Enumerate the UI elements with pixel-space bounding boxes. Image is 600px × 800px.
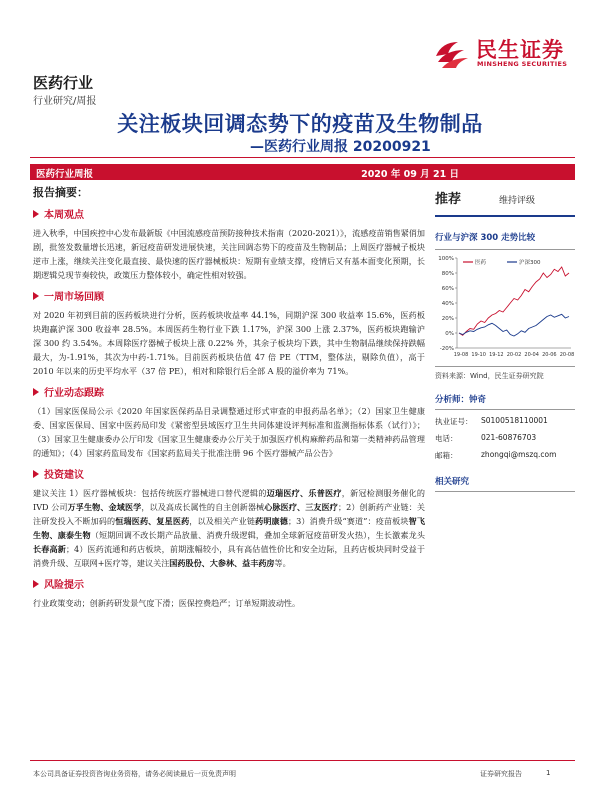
paragraph-text: （短期回调不改长期产品放量、消费升级逻辑，叠加全球新冠疫苗研发火热），生长激素龙头 <box>90 530 425 540</box>
section-paragraph <box>33 308 425 378</box>
x-tick-label: 20-04 <box>524 352 539 358</box>
series-line <box>459 314 569 336</box>
title-divider <box>30 157 575 158</box>
stock-name: 国药股份、大参林、益丰药房 <box>169 558 275 568</box>
report-type: 行业研究/周报 <box>33 96 97 107</box>
series-line <box>459 267 569 335</box>
triangle-bullet-icon <box>33 580 39 588</box>
license-value: S0100518110001 <box>481 416 548 425</box>
section-heading-text: 本周观点 <box>44 210 84 221</box>
x-tick-label: 19-10 <box>471 352 486 358</box>
chart-source: 资料来源：Wind，民生证券研究院 <box>435 372 544 380</box>
x-tick-label: 19-08 <box>453 352 469 358</box>
section-heading <box>33 206 425 221</box>
analyst-label: 分析师：钟奇 <box>435 395 487 405</box>
related-research-label: 相关研究 <box>435 477 470 487</box>
paragraph-text: ，新冠检测服务催化的 IVD 公司 <box>33 488 425 512</box>
footer-divider <box>30 760 575 761</box>
page-number: 1 <box>546 769 551 777</box>
banner-report-name: 医药行业周报 <box>36 169 94 180</box>
paragraph-text: ，以及高成长属性的自主创新器械 <box>141 502 265 512</box>
contact-row <box>435 433 575 444</box>
y-tick-label: 0% <box>445 331 454 337</box>
trend-chart <box>435 250 575 362</box>
sidebar <box>435 188 575 492</box>
sidebar-divider <box>435 215 575 217</box>
contact-key: 电话： <box>435 434 458 443</box>
footer-report-type: 证券研究报告 <box>480 770 522 778</box>
rating-label: 维持评级 <box>499 196 536 206</box>
summary-column <box>33 200 425 614</box>
industry-label: 医药行业 <box>33 74 94 92</box>
triangle-bullet-icon <box>33 388 39 396</box>
paragraph-text: ；3）消费升级“赛道”：疫苗板块 <box>288 516 409 526</box>
recommendation <box>435 188 575 207</box>
section-paragraph <box>33 226 425 282</box>
phone-value: 021-60876703 <box>481 433 537 442</box>
y-tick-label: 80% <box>441 271 454 277</box>
section-heading <box>33 384 425 399</box>
summary-label: 报告摘要： <box>33 186 88 199</box>
x-tick-label: 20-08 <box>559 352 575 358</box>
section-heading <box>33 288 425 303</box>
section-heading-text: 一周市场回顾 <box>44 292 104 303</box>
legend-label: 沪深300 <box>519 260 541 266</box>
chart-title: 行业与沪深 300 走势比较 <box>435 233 536 243</box>
triangle-bullet-icon <box>33 210 39 218</box>
analyst-divider <box>435 409 575 410</box>
contact-key: 执业证号： <box>435 417 473 426</box>
brand-name-en: MINSHENG SECURITIES <box>477 60 568 68</box>
y-tick-label: 20% <box>441 316 454 322</box>
x-tick-label: 19-12 <box>489 352 504 358</box>
paragraph-text: ，以及相关产业链 <box>189 516 256 526</box>
triangle-bullet-icon <box>33 470 39 478</box>
section-heading-text: 行业动态跟踪 <box>44 388 104 399</box>
y-tick-label: -20% <box>439 346 454 352</box>
paragraph-text: 等。 <box>274 558 291 568</box>
page-title: 关注板块回调态势下的疫苗及生物制品 <box>117 112 483 136</box>
stock-name: 心脉医疗、三友医疗 <box>264 502 338 512</box>
x-tick-label: 20-06 <box>542 352 557 358</box>
y-tick-label: 40% <box>441 301 454 307</box>
recommend-label: 推荐 <box>435 192 462 207</box>
y-tick-label: 60% <box>441 286 454 292</box>
y-tick-label: 100% <box>438 256 454 262</box>
triangle-bullet-icon <box>33 292 39 300</box>
stock-name: 长春高新 <box>33 544 66 554</box>
minsheng-logo-icon <box>432 36 472 72</box>
stock-name: 万孚生物、金域医学 <box>67 502 142 512</box>
section-heading-text: 风险提示 <box>44 580 84 591</box>
paragraph-text: 进入秋季，中国疾控中心发布最新版《中国流感疫苗预防接种技术指南（2020-2021）》，流感疫苗销售紧俏加剧，批签发数量增长迅速，新冠疫苗研发进展快速，关注回调态势下的疫苗及生物制品；上周医疗器械子板块逆市上涨，继续关注变化最直接、最快速的医疗器械板块：短期有业绩支撑，疫情后又有基本面变化预期，长期逻辑兑现节奏较快，政策压力整体较小，确定性相对较强。 <box>33 228 425 280</box>
stock-name: 药明康德 <box>255 516 289 526</box>
section-heading-text: 投资建议 <box>44 470 84 481</box>
stock-name: 恒瑞医药、复星医药 <box>115 516 190 526</box>
x-tick-label: 20-02 <box>506 352 522 358</box>
contact-row <box>435 416 575 427</box>
chart-bottom-divider <box>435 366 575 367</box>
paragraph-text: ；2）创新药产业链：关注研发投入不断加码的 <box>33 502 425 526</box>
section-heading <box>33 576 425 591</box>
banner-date: 2020 年 09 月 21 日 <box>361 169 459 180</box>
page-subtitle: —医药行业周报 20200921 <box>250 139 431 155</box>
legend-label: 医药 <box>475 260 487 266</box>
paragraph-text: （1）国家医保局公示《2020 年国家医保药品目录调整通过形式审查的申报药品名单》；（2）国家卫生健康委、国家医保局、国家中医药局印发《紧密型县域医疗卫生共同体建设评判标准和监测指标体系（试行）》；（3）国家卫生健康委办公厅印发《国家卫生健康委办公厅关于加强医疗机构麻醉药品和第一类精神药品管理的通知》；（4）国家药监局发布《国家药监局关于批准注册 96 个医疗器械产品公告》 <box>33 406 425 458</box>
brand-name-cn: 民生证券 <box>476 38 564 62</box>
paragraph-text: ；4）医药流通和药店板块，前期涨幅较小，具有高估值性价比和安全边际，且药店板块同时受益于消费升级、互联网+医疗等，建议关注 <box>33 544 425 568</box>
report-banner <box>30 164 575 180</box>
section-paragraph <box>33 486 425 570</box>
related-divider <box>435 491 575 492</box>
footer-disclaimer: 本公司具备证券投资咨询业务资格，请务必阅读最后一页免责声明 <box>33 770 236 778</box>
paragraph-text: 建议关注 1）医疗器械板块：包括传统医疗器械进口替代逻辑的 <box>33 488 267 498</box>
paragraph-text: 行业政策变动；创新药研发景气度下滑；医保控费趋严；订单短期波动性。 <box>33 598 301 608</box>
contact-row <box>435 450 575 461</box>
section-paragraph <box>33 596 425 610</box>
stock-name: 智飞生物、康泰生物 <box>33 516 425 540</box>
section-paragraph <box>33 404 425 460</box>
contact-key: 邮箱： <box>435 451 458 460</box>
paragraph-text: 对 2020 年初到目前的医药板块进行分析，医药板块收益率 44.1%，同期沪深 300 收益率 15.6%，医药板块跑赢沪深 300 收益率 28.5%。本周医药生物行业下跌 1.17%，沪深 300 上涨 2.37%，医药板块跑输沪深 300 约 3.54%。本周除医疗器械子板块上涨 0.22% 外，其余子板块均下跌，其中生物制品继续保持跌幅最大，为-1.91%，其次为中药-1.71%。目前医药板块估值 47 倍 PE（TTM，整体法，剔除负值），高于 2010 年以来的历史平均水平（37 倍 PE），相对和除银行后全部 A 股的溢价率为 71%。 <box>33 310 425 376</box>
section-heading <box>33 466 425 481</box>
stock-name: 迈瑞医疗、乐普医疗 <box>266 488 342 498</box>
email-link[interactable]: zhongqi@mszq.com <box>481 450 557 459</box>
